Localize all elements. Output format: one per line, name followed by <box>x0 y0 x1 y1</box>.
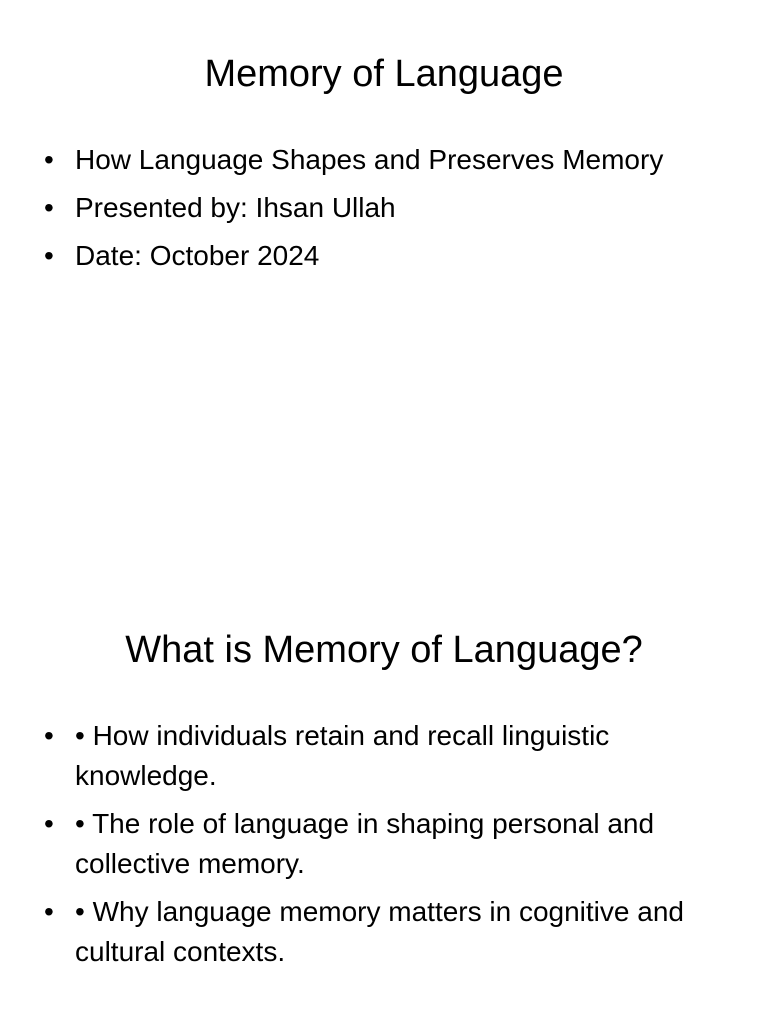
slide-title: Memory of Language <box>204 53 564 95</box>
bullet-text: • Why language memory matters in cognitive and cultural contexts. <box>75 896 684 967</box>
bullet-dot-icon: • <box>44 192 54 223</box>
list-item <box>44 804 734 884</box>
slide-2 <box>0 576 768 1024</box>
bullet-list <box>44 716 734 980</box>
bullet-dot-icon: • <box>44 896 54 927</box>
bullet-dot-icon: • <box>44 808 54 839</box>
bullet-dot-icon: • <box>44 720 54 751</box>
list-item <box>44 716 734 796</box>
bullet-text: • The role of language in shaping personal and collective memory. <box>75 808 655 879</box>
bullet-list <box>44 140 734 284</box>
slide-title: What is Memory of Language? <box>125 629 643 671</box>
bullet-text: • How individuals retain and recall linguistic knowledge. <box>75 720 610 791</box>
bullet-dot-icon: • <box>44 144 54 175</box>
list-item <box>44 236 734 276</box>
list-item <box>44 188 734 228</box>
bullet-text: How Language Shapes and Preserves Memory <box>75 144 664 175</box>
bullet-text: Presented by: Ihsan Ullah <box>75 192 396 223</box>
list-item <box>44 892 734 972</box>
bullet-dot-icon: • <box>44 240 54 271</box>
bullet-text: Date: October 2024 <box>75 240 320 271</box>
list-item <box>44 140 734 180</box>
